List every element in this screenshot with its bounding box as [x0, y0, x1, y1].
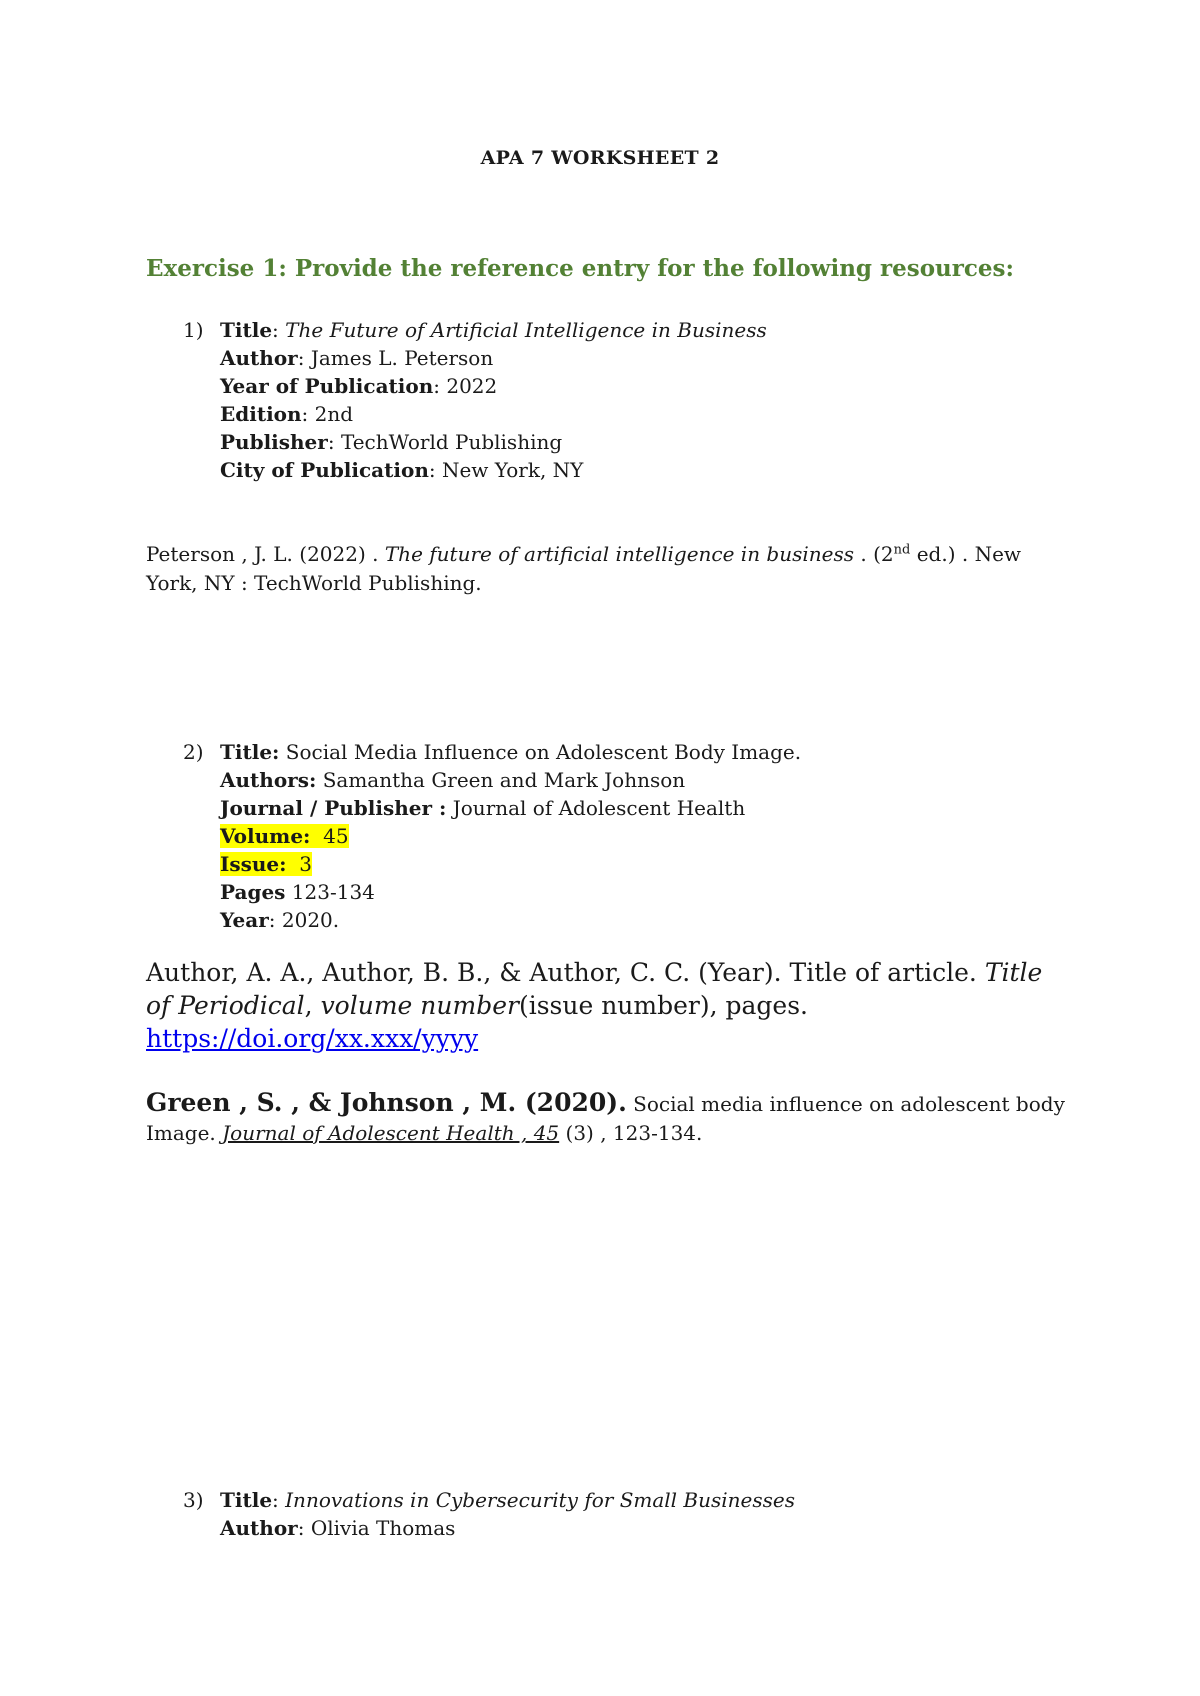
item-2-fields: [220, 738, 801, 934]
item-1-city-field: City of Publication: New York, NY: [220, 458, 584, 482]
item-3-author-field: Author: Olivia Thomas: [220, 1516, 456, 1540]
item-1-author-field: Author: James L. Peterson: [220, 346, 494, 370]
page-title: APA 7 WORKSHEET 2: [480, 147, 720, 169]
item-2-reference-answer: Green , S. , & Johnson , M. (2020). Social media influence on adolescent body Image. Journal of Adolescent Health , 45 (3) , 123-134.: [146, 1088, 1065, 1145]
item-3-fields: [220, 1486, 795, 1542]
item-2-issue-field: Issue: 3: [220, 852, 312, 876]
apa-journal-template: Author, A. A., Author, B. B., & Author, C. C. (Year). Title of article. Title of Periodical, volume number(issue number), pages. https://doi.org/xx.xxx/yyyy: [146, 958, 1043, 1053]
doi-example-link[interactable]: https://doi.org/xx.xxx/yyyy: [146, 1024, 479, 1053]
item-3-number: 3): [183, 1488, 204, 1512]
item-2-journal-field: Journal / Publisher : Journal of Adolescent Health: [220, 796, 746, 820]
item-1-reference-answer: Peterson , J. L. (2022) . The future of artificial intelligence in business . (2nd ed.) . New York, NY : TechWorld Publishing.: [146, 542, 1022, 595]
item-3-title-field: Title: Innovations in Cybersecurity for Small Businesses: [220, 1488, 796, 1512]
item-2-title-field: Title: Social Media Influence on Adolescent Body Image.: [220, 740, 802, 764]
item-1-title-field: Title: The Future of Artificial Intelligence in Business: [220, 318, 767, 342]
item-1-fields: [220, 316, 767, 484]
item-2-year-field: Year: 2020.: [220, 908, 340, 932]
item-1-publisher-field: Publisher: TechWorld Publishing: [220, 430, 563, 454]
item-2-number: 2): [183, 740, 204, 764]
item-1-number: 1): [183, 318, 204, 342]
item-2-authors-field: Authors: Samantha Green and Mark Johnson: [220, 768, 686, 792]
item-1-edition-field: Edition: 2nd: [220, 402, 354, 426]
item-2-volume-field: Volume: 45: [220, 824, 349, 848]
exercise-heading: Exercise 1: Provide the reference entry for the following resources:: [146, 255, 1014, 282]
item-1-year-field: Year of Publication: 2022: [220, 374, 498, 398]
item-2-pages-field: Pages 123-134: [220, 880, 375, 904]
